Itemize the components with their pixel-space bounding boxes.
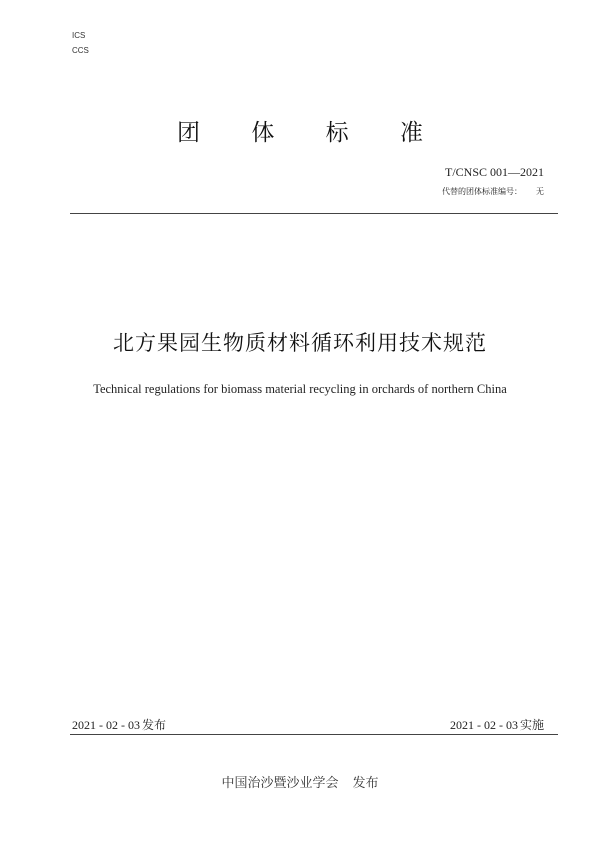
classification-codes	[72, 28, 89, 58]
issue-date: 2021 - 02 - 03	[72, 718, 140, 732]
issue-date-line	[72, 716, 166, 733]
ics-code-label: ICS	[72, 31, 86, 40]
implementation-label: 实施	[519, 718, 544, 732]
publisher-line	[0, 772, 600, 791]
publisher-action: 发布	[352, 776, 379, 791]
implementation-date: 2021 - 02 - 03	[449, 718, 518, 732]
header-divider	[70, 213, 558, 214]
standard-number: T/CNSC 001—2021	[444, 165, 544, 179]
document-title-english: Technical regulations for biomass material recycling in orchards of northern China	[93, 382, 507, 396]
standard-type-heading: 团 体 标 准	[177, 120, 445, 146]
ccs-code-label: CCS	[72, 46, 89, 55]
document-title-chinese: 北方果园生物质材料循环利用技术规范	[113, 331, 487, 355]
publisher-name: 中国治沙暨沙业学会	[221, 776, 339, 791]
replaced-standard-label: 代替的团体标准编号：	[442, 187, 522, 196]
replaced-standard-value: 无	[536, 187, 544, 196]
implementation-date-line	[450, 716, 544, 733]
footer-divider	[70, 734, 558, 735]
replaced-standard-line	[442, 186, 544, 197]
issue-label: 发布	[142, 718, 167, 732]
